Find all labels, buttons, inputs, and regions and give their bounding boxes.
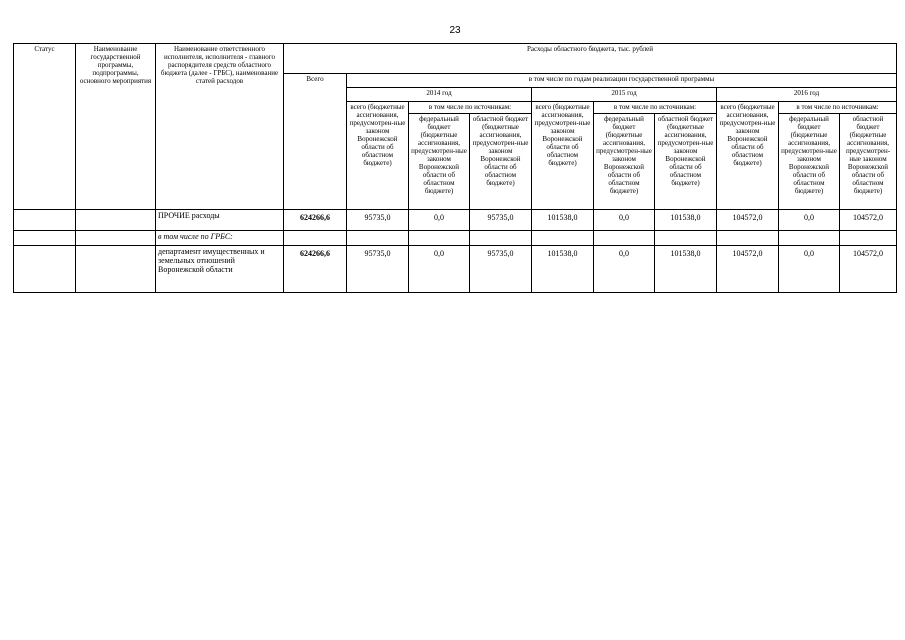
- header-program-name: Наименование государственной программы, подпрограммы, основного мероприятия: [76, 44, 156, 210]
- header-year-2016: 2016 год: [717, 88, 897, 102]
- budget-table: [13, 43, 897, 293]
- row-name: в том числе по ГРБС:: [156, 231, 284, 246]
- header-status: Статус: [14, 44, 76, 210]
- program-cell: [76, 246, 156, 293]
- value-cell: 95735,0: [470, 246, 532, 293]
- table-row: [14, 231, 897, 246]
- header-by-sources-2014: в том числе по источникам:: [409, 102, 532, 114]
- header-executor-name: Наименование ответственного исполнителя, исполнителя - главного распорядителя средств областного бюджета (далее - ГРБС), наименование статей расходов: [156, 44, 284, 210]
- value-cell: 104572,0: [717, 246, 779, 293]
- value-cell: 0,0: [779, 210, 840, 231]
- value-cell: 101538,0: [655, 246, 717, 293]
- value-cell: 0,0: [409, 246, 470, 293]
- empty-cell: [840, 231, 897, 246]
- header-by-sources-2016: в том числе по источникам:: [779, 102, 897, 114]
- status-cell: [14, 231, 76, 246]
- value-cell: 0,0: [594, 246, 655, 293]
- empty-cell: [409, 231, 470, 246]
- empty-cell: [594, 231, 655, 246]
- header-federal-2016: федеральный бюджет (бюджетные ассигнования, предусмотрен-ные законом Воронежской области об областном бюджете): [779, 114, 840, 210]
- value-cell: 0,0: [594, 210, 655, 231]
- value-cell: 104572,0: [840, 246, 897, 293]
- value-cell: 101538,0: [532, 210, 594, 231]
- header-regional-2014: областной бюджет (бюджетные ассигнования, предусмотрен-ные законом Воронежской области об областном бюджете): [470, 114, 532, 210]
- program-cell: [76, 210, 156, 231]
- value-cell: 101538,0: [655, 210, 717, 231]
- value-cell: 0,0: [409, 210, 470, 231]
- value-cell: 95735,0: [347, 210, 409, 231]
- header-regional-2015: областной бюджет (бюджетные ассигнования, предусмотрен-ные законом Воронежской области об областном бюджете): [655, 114, 717, 210]
- page-number: 23: [449, 25, 461, 36]
- value-cell: 0,0: [779, 246, 840, 293]
- value-cell: 104572,0: [840, 210, 897, 231]
- header-total: Всего: [284, 74, 347, 210]
- header-federal-2015: федеральный бюджет (бюджетные ассигнования, предусмотрен-ные законом Воронежской области об областном бюджете): [594, 114, 655, 210]
- row-name: ПРОЧИЕ расходы: [156, 210, 284, 231]
- value-cell: 104572,0: [717, 210, 779, 231]
- empty-cell: [470, 231, 532, 246]
- empty-cell: [717, 231, 779, 246]
- value-cell: 95735,0: [470, 210, 532, 231]
- header-by-years: в том числе по годам реализации государственной программы: [347, 74, 897, 88]
- program-cell: [76, 231, 156, 246]
- table-row: [14, 210, 897, 231]
- row-total: 624266,6: [284, 246, 347, 293]
- empty-cell: [779, 231, 840, 246]
- table-row: [14, 246, 897, 293]
- header-year-2014: 2014 год: [347, 88, 532, 102]
- header-year-2015: 2015 год: [532, 88, 717, 102]
- status-cell: [14, 246, 76, 293]
- row-name: департамент имущественных и земельных отношений Воронежской области: [156, 246, 284, 293]
- header-federal-2014: федеральный бюджет (бюджетные ассигнования, предусмотрен-ные законом Воронежской области об областном бюджете): [409, 114, 470, 210]
- empty-cell: [347, 231, 409, 246]
- row-total: 624266,6: [284, 210, 347, 231]
- header-vsego-2014: всего (бюджетные ассигнования, предусмотрен-ные законом Воронежской области об областном бюджете): [347, 102, 409, 210]
- status-cell: [14, 210, 76, 231]
- header-vsego-2015: всего (бюджетные ассигнования, предусмотрен-ные законом Воронежской области об областном бюджете): [532, 102, 594, 210]
- value-cell: 95735,0: [347, 246, 409, 293]
- header-by-sources-2015: в том числе по источникам:: [594, 102, 717, 114]
- value-cell: 101538,0: [532, 246, 594, 293]
- header-vsego-2016: всего (бюджетные ассигнования, предусмотрен-ные законом Воронежской области об областном бюджете): [717, 102, 779, 210]
- empty-cell: [655, 231, 717, 246]
- empty-cell: [532, 231, 594, 246]
- empty-cell: [284, 231, 347, 246]
- header-expenses: Расходы областного бюджета, тыс. рублей: [284, 44, 897, 74]
- header-regional-2016: областной бюджет (бюджетные ассигнования, предусмотрен-ные законом Воронежской области об областном бюджете): [840, 114, 897, 210]
